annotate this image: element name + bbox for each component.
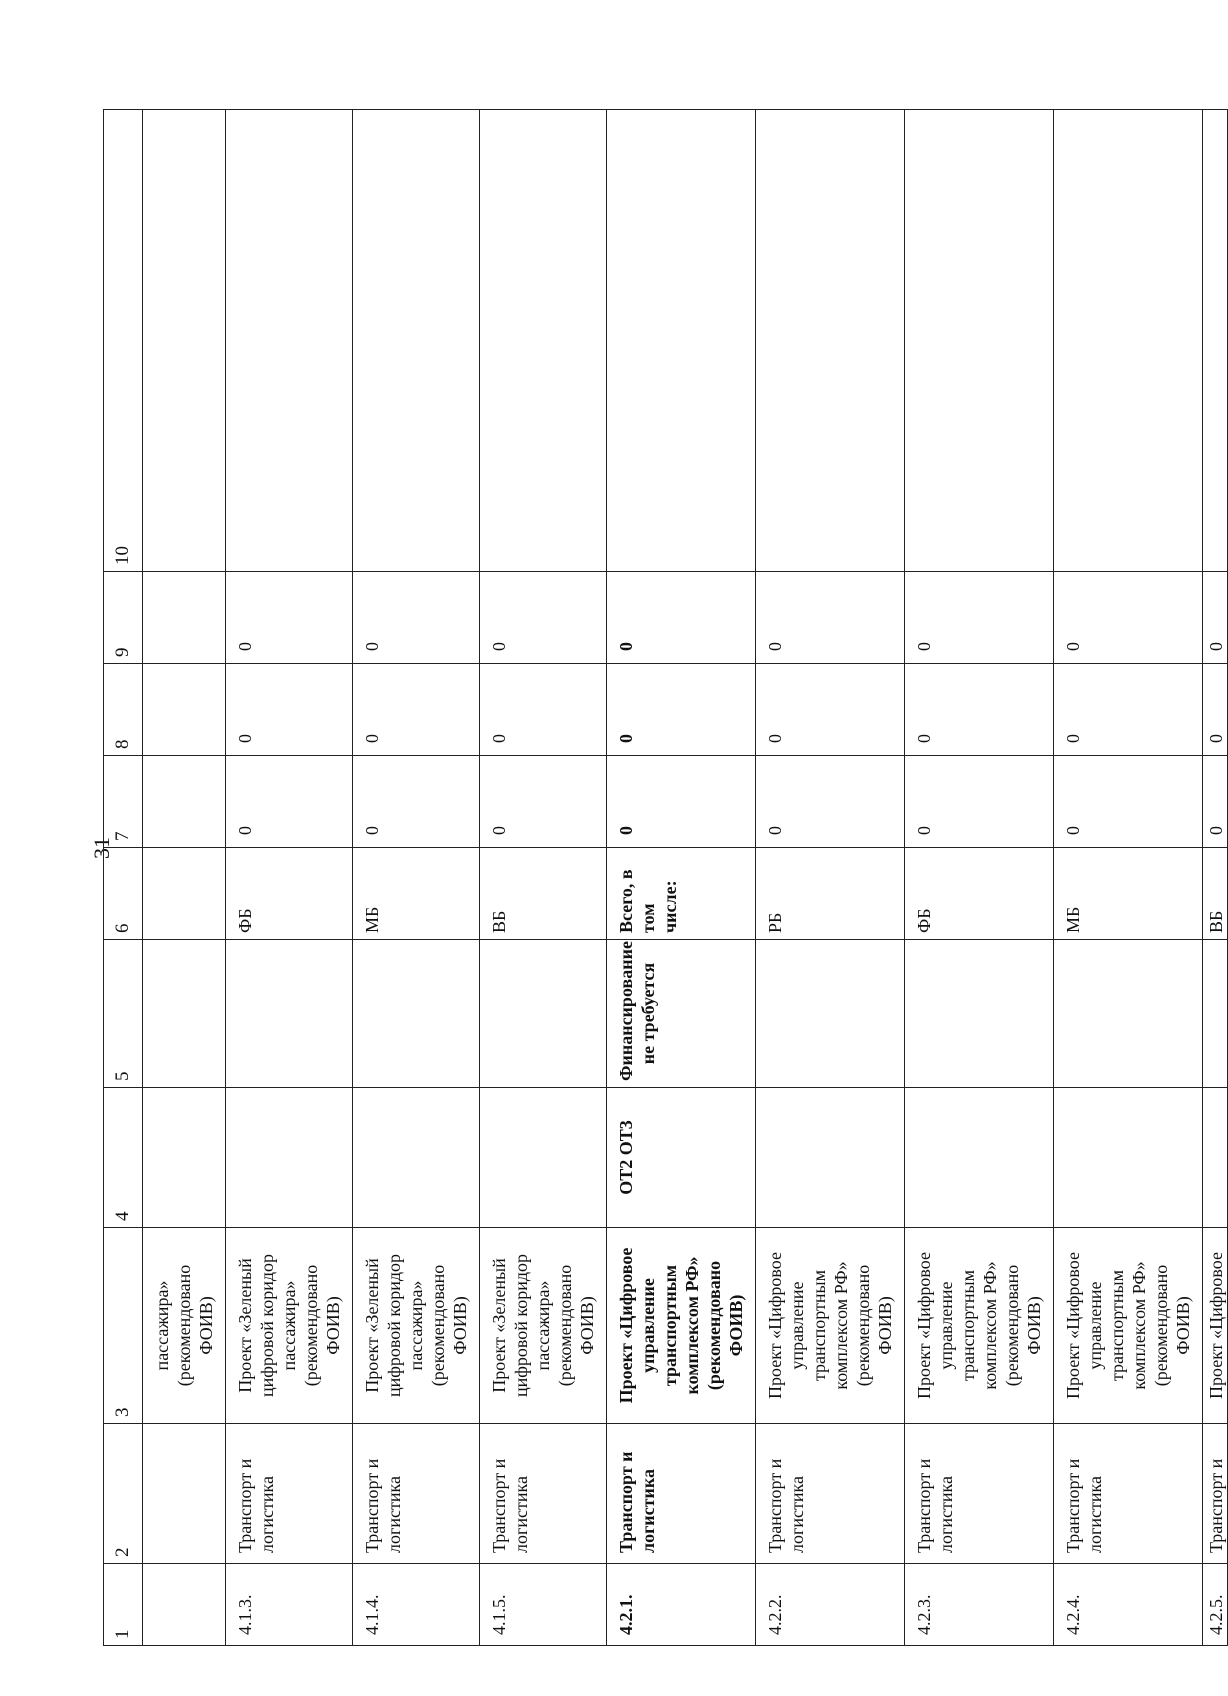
table-cell-col-1 (143, 1564, 226, 1646)
table-cell-col-7: 0 (756, 756, 905, 848)
column-header-7: 7 (104, 756, 143, 848)
table-row (143, 110, 226, 1646)
table-cell-col-4 (353, 1088, 480, 1228)
table-cell-col-7: 0 (1203, 756, 1228, 848)
table-cell-col-8 (143, 664, 226, 756)
table-cell-col-3: пассажира» (рекомендовано ФОИВ) (143, 1228, 226, 1424)
column-header-8: 8 (104, 664, 143, 756)
table-cell-col-4 (143, 1088, 226, 1228)
table-cell-col-8: 0 (1054, 664, 1203, 756)
table-cell-col-4 (756, 1088, 905, 1228)
table-cell-col-3: Проект «Цифровое управление транспортным комплексом РФ» (рекомендовано ФОИВ) (905, 1228, 1054, 1424)
table-cell-col-5: Финансирование не требуется (607, 940, 756, 1088)
table-cell-col-4 (1203, 1088, 1228, 1228)
table-row (905, 110, 1054, 1646)
table-cell-col-2 (143, 1424, 226, 1564)
table-cell-col-7: 0 (905, 756, 1054, 848)
table-cell-col-2: Транспорт и логистика (353, 1424, 480, 1564)
table-row (756, 110, 905, 1646)
table-cell-col-10 (1203, 110, 1228, 572)
data-table (103, 109, 1228, 1646)
table-cell-col-8: 0 (905, 664, 1054, 756)
table-cell-col-9: 0 (353, 572, 480, 664)
table-cell-col-1: 4.2.4. (1054, 1564, 1203, 1646)
table-cell-col-8: 0 (480, 664, 607, 756)
table-row (353, 110, 480, 1646)
table-cell-col-7: 0 (480, 756, 607, 848)
table-cell-col-10 (143, 110, 226, 572)
column-header-6: 6 (104, 848, 143, 940)
table-cell-col-6: МБ (353, 848, 480, 940)
table-cell-col-1: 4.1.5. (480, 1564, 607, 1646)
table-cell-col-6 (143, 848, 226, 940)
table-cell-col-5 (226, 940, 353, 1088)
column-header-3: 3 (104, 1228, 143, 1424)
table-cell-col-2: Транспорт и (1203, 1424, 1228, 1564)
column-header-10: 10 (104, 110, 143, 572)
table-cell-col-7: 0 (1054, 756, 1203, 848)
table-row (480, 110, 607, 1646)
table-cell-col-7: 0 (353, 756, 480, 848)
table-cell-col-2: Транспорт и логистика (905, 1424, 1054, 1564)
table-cell-col-9: 0 (607, 572, 756, 664)
table-cell-col-5 (756, 940, 905, 1088)
table-row (1203, 110, 1228, 1646)
table-cell-col-9: 0 (1203, 572, 1228, 664)
table-cell-col-5 (1203, 940, 1228, 1088)
table-cell-col-4 (905, 1088, 1054, 1228)
table-cell-col-3: Проект «Цифровое управление транспортным комплексом РФ» (рекомендовано ФОИВ) (1054, 1228, 1203, 1424)
table-cell-col-8: 0 (607, 664, 756, 756)
table-cell-col-6: Всего, в том числе: (607, 848, 756, 940)
table-cell-col-9: 0 (226, 572, 353, 664)
table-cell-col-6: РБ (756, 848, 905, 940)
column-header-9: 9 (104, 572, 143, 664)
table-cell-col-1: 4.1.3. (226, 1564, 353, 1646)
table-cell-col-9 (143, 572, 226, 664)
column-header-1: 1 (104, 1564, 143, 1646)
table-cell-col-10 (480, 110, 607, 572)
table-cell-col-5 (1054, 940, 1203, 1088)
table-cell-col-1: 4.2.3. (905, 1564, 1054, 1646)
table-header-row (104, 110, 143, 1646)
table-cell-col-10 (756, 110, 905, 572)
table-cell-col-8: 0 (756, 664, 905, 756)
table-cell-col-4: ОТ2 ОТ3 (607, 1088, 756, 1228)
table-cell-col-1: 4.1.4. (353, 1564, 480, 1646)
table-cell-col-3: Проект «Цифровое управление транспортным комплексом РФ» (рекомендовано ФОИВ) (756, 1228, 905, 1424)
table-cell-col-6: ФБ (226, 848, 353, 940)
table-cell-col-3: Проект «Зеленый цифровой коридор пассажира» (рекомендовано ФОИВ) (480, 1228, 607, 1424)
table-cell-col-2: Транспорт и логистика (480, 1424, 607, 1564)
table-cell-col-2: Транспорт и логистика (226, 1424, 353, 1564)
table-cell-col-10 (226, 110, 353, 572)
table-body (104, 110, 1228, 1646)
table-cell-col-10 (905, 110, 1054, 572)
table-row (607, 110, 756, 1646)
table-cell-col-10 (1054, 110, 1203, 572)
column-header-2: 2 (104, 1424, 143, 1564)
table-cell-col-6: ВБ (480, 848, 607, 940)
table-cell-col-10 (353, 110, 480, 572)
table-row (1054, 110, 1203, 1646)
table-cell-col-3: Проект «Зеленый цифровой коридор пассажира» (рекомендовано ФОИВ) (353, 1228, 480, 1424)
table-cell-col-4 (226, 1088, 353, 1228)
table-cell-col-10 (607, 110, 756, 572)
table-cell-col-8: 0 (226, 664, 353, 756)
table-cell-col-1: 4.2.2. (756, 1564, 905, 1646)
table-row (226, 110, 353, 1646)
table-cell-col-6: ВБ (1203, 848, 1228, 940)
table-cell-col-8: 0 (1203, 664, 1228, 756)
column-header-4: 4 (104, 1088, 143, 1228)
table-cell-col-2: Транспорт и логистика (607, 1424, 756, 1564)
table-cell-col-4 (1054, 1088, 1203, 1228)
table-cell-col-8: 0 (353, 664, 480, 756)
table-cell-col-2: Транспорт и логистика (1054, 1424, 1203, 1564)
table-cell-col-9: 0 (905, 572, 1054, 664)
rotated-table-container (103, 110, 1226, 1646)
table-cell-col-1: 4.2.1. (607, 1564, 756, 1646)
table-cell-col-9: 0 (1054, 572, 1203, 664)
table-cell-col-3: Проект «Зеленый цифровой коридор пассажира» (рекомендовано ФОИВ) (226, 1228, 353, 1424)
table-cell-col-4 (480, 1088, 607, 1228)
table-cell-col-6: ФБ (905, 848, 1054, 940)
table-cell-col-5 (480, 940, 607, 1088)
table-cell-col-5 (353, 940, 480, 1088)
column-header-5: 5 (104, 940, 143, 1088)
table-cell-col-7 (143, 756, 226, 848)
table-cell-col-2: Транспорт и логистика (756, 1424, 905, 1564)
page-number: 31 (89, 837, 114, 859)
table-cell-col-1: 4.2.5. (1203, 1564, 1228, 1646)
table-cell-col-7: 0 (226, 756, 353, 848)
table-cell-col-5 (905, 940, 1054, 1088)
table-cell-col-9: 0 (756, 572, 905, 664)
table-cell-col-5 (143, 940, 226, 1088)
table-cell-col-6: МБ (1054, 848, 1203, 940)
table-cell-col-3: Проект «Цифровое управление транспортным комплексом РФ» (рекомендовано ФОИВ) (607, 1228, 756, 1424)
table-cell-col-3: Проект «Цифровое (1203, 1228, 1228, 1424)
table-cell-col-9: 0 (480, 572, 607, 664)
table-cell-col-7: 0 (607, 756, 756, 848)
